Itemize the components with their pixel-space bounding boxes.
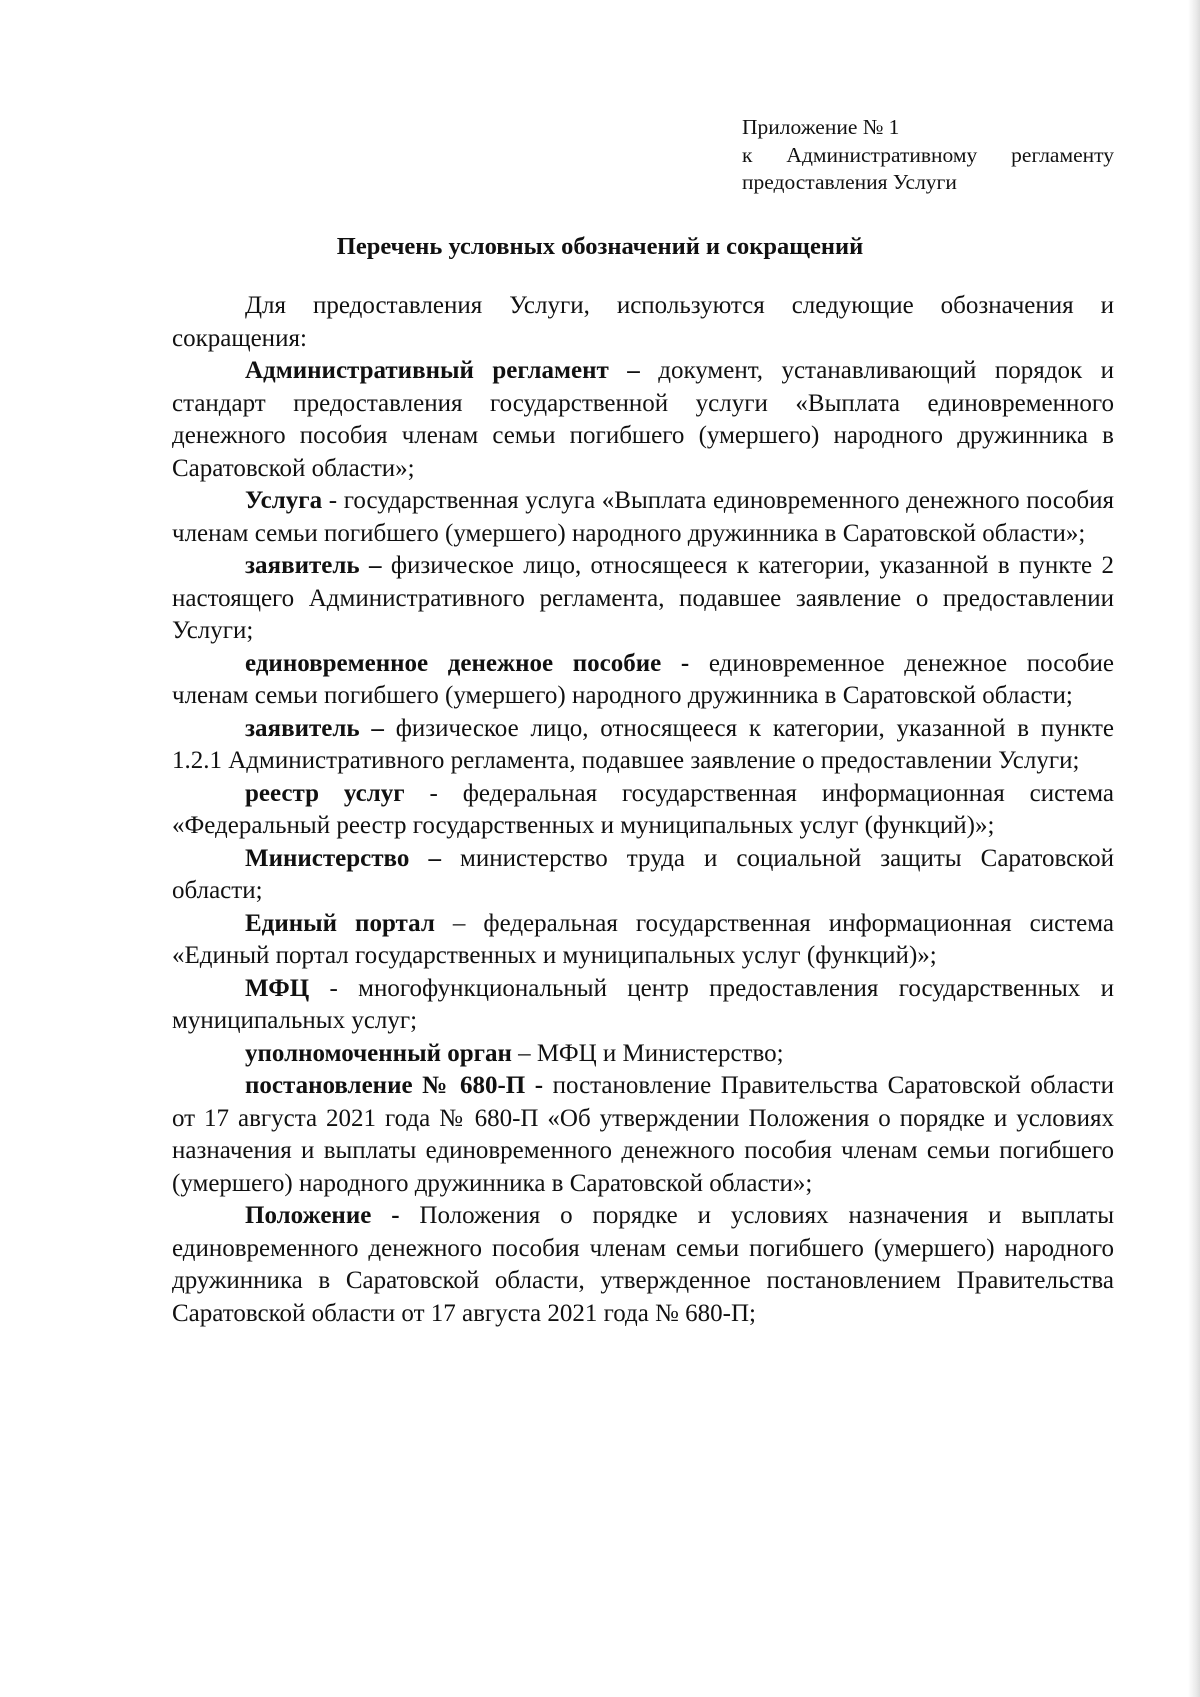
definition-item [172,1070,1114,1200]
definition-item [172,550,1114,648]
definition-term: заявитель [245,714,360,742]
definition-item [172,1200,1114,1330]
annex-number: Приложение № 1 [742,115,900,139]
definition-text: физическое лицо, относящееся к категории, указанной в пункте 1.2.1 Административного регламента, подавшее заявление о предоставлении Услуги; [172,714,1114,774]
definition-separator: - [525,1072,553,1099]
definition-separator: - [661,649,709,677]
definition-term: единовременное денежное пособие [245,649,662,677]
annex-reference: к Административному регламенту [742,142,1114,167]
definition-item [172,355,1114,485]
definition-item [172,648,1114,713]
definition-text: документ, устанавливающий порядок и стандарт предоставления государственной услуги «Выплата единовременного денежного пособия членам семьи погибшего (умершего) народного дружинника в Саратовской области»; [172,357,1114,482]
definition-term: Услуга [245,487,323,514]
definition-separator: - [322,487,344,514]
definition-item [172,713,1114,778]
definition-separator: – [359,714,396,742]
definition-term: МФЦ [245,974,310,1002]
definition-item [172,485,1114,550]
definition-term: Министерство [245,844,410,872]
annex-header [742,114,1114,197]
definition-term: реестр услуг [245,779,405,807]
definition-term: Положение [245,1202,372,1229]
definition-separator: – [409,844,461,872]
definition-separator: – [434,909,484,937]
definition-separator: - [371,1202,420,1229]
definition-text: министерство труда и социальной защиты Саратовской области; [172,844,1114,904]
definition-item [172,778,1114,843]
annex-subject: предоставления Услуги [742,170,957,194]
definition-term: Единый портал [245,909,435,937]
definition-text: физическое лицо, относящееся к категории, указанной в пункте 2 настоящего Административного регламента, подавшее заявление о предоставлении Услуги; [172,552,1114,644]
definition-separator: - [309,974,359,1002]
definition-text: федеральная государственная информационная система «Единый портал государственных и муниципальных услуг (функций)»; [172,909,1114,969]
definition-term: Административный регламент [245,357,609,384]
definition-text: федеральная государственная информационная система «Федеральный реестр государственных и муниципальных услуг (функций)»; [172,779,1114,839]
definition-item [172,1038,1114,1071]
document-body [172,290,1114,1330]
definition-text: постановление Правительства Саратовской области от 17 августа 2021 года № 680-П «Об утверждении Положения о порядке и условиях назначения и выплаты единовременного денежного пособия членам семьи погибшего (умершего) народного дружинника в Саратовской области»; [172,1072,1114,1197]
definition-separator: – [359,552,391,579]
definition-item [172,908,1114,973]
definition-item [172,973,1114,1038]
definition-term: уполномоченный орган [245,1039,512,1067]
definition-term: постановление № 680-П [245,1072,526,1099]
definition-separator: - [404,779,463,807]
intro-paragraph: Для предоставления Услуги, используются следующие обозначения и сокращения: [172,292,1114,352]
definition-text: единовременное денежное пособие членам семьи погибшего (умершего) народного дружинника в Саратовской области; [172,649,1114,709]
definition-item [172,843,1114,908]
definition-text: многофункциональный центр предоставления государственных и муниципальных услуг; [172,974,1115,1034]
page-title: Перечень условных обозначений и сокращений [336,233,864,260]
definition-separator: – [608,357,659,384]
definition-term: заявитель [245,552,360,579]
definition-text: государственная услуга «Выплата единовременного денежного пособия членам семьи погибшего (умершего) народного дружинника в Саратовской области»; [172,487,1114,547]
definition-text: Положения о порядке и условиях назначения и выплаты единовременного денежного пособия членам семьи погибшего (умершего) народного дружинника в Саратовской области, утвержденное постановлением Правительства Саратовской области от 17 августа 2021 года № 680-П; [172,1202,1115,1327]
definition-text: МФЦ и Министерство; [536,1039,784,1067]
definition-separator: – [511,1039,537,1067]
